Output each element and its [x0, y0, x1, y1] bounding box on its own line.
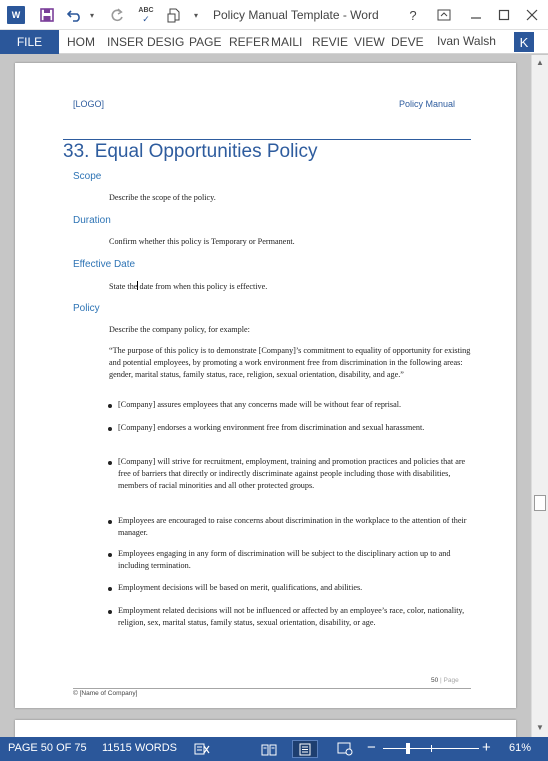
heading-scope: Scope	[73, 171, 102, 182]
tab-design[interactable]: DESIG	[147, 35, 185, 49]
word-count[interactable]: 11515 WORDS	[102, 742, 177, 754]
tab-references[interactable]: REFER	[229, 35, 270, 49]
scrollbar-thumb[interactable]	[534, 495, 546, 511]
scroll-up-icon[interactable]: ▲	[536, 58, 544, 67]
scope-text: Describe the scope of the policy.	[109, 193, 216, 202]
tab-developer[interactable]: DEVE	[391, 35, 424, 49]
list-item: [Company] endorses a working environment free from discrimination and sexual harassment.	[118, 423, 425, 432]
effective-date-text	[109, 281, 267, 291]
web-layout-icon[interactable]	[336, 740, 354, 758]
policy-quote: “The purpose of this policy is to demonstrate [Company]’s commitment to equality of opportunity for existing and potential employees, by promoting a work environment free from discrimination in the following areas: gender, marital status, family status, race, religion, sexual orientation, disability, and age.”	[109, 346, 471, 379]
bullet-marker	[108, 610, 112, 614]
list-item: Employees are encouraged to raise concerns about discrimination in the workplace to the attention of their manager.	[118, 516, 467, 537]
word-app-icon[interactable]: W	[7, 6, 25, 24]
new-document-icon[interactable]	[165, 6, 183, 24]
zoom-level[interactable]: 61%	[509, 742, 532, 754]
page-indicator[interactable]: PAGE 50 OF 75	[8, 742, 87, 754]
header-title: Policy Manual	[399, 99, 456, 109]
bullet-marker	[108, 404, 112, 408]
bullet-marker	[108, 520, 112, 524]
effective-date-text-start: State the	[109, 282, 138, 291]
duration-text: Confirm whether this policy is Temporary or Permanent.	[109, 237, 295, 246]
window-title: Policy Manual Template - Word	[213, 8, 379, 22]
bullet-marker	[108, 553, 112, 557]
restore-icon[interactable]	[491, 4, 517, 26]
tab-page-layout[interactable]: PAGE	[189, 35, 222, 49]
footer-page-digit: 50	[431, 677, 439, 684]
footer-page-number	[431, 677, 459, 684]
effective-date-text-end: date from when this policy is effective.	[137, 282, 268, 291]
help-button[interactable]: ?	[409, 7, 417, 23]
policy-intro-text: Describe the company policy, for example:	[109, 325, 250, 334]
title-rule	[63, 139, 471, 140]
list-item: Employment related decisions will not be influenced or affected by an employee’s race, color, nationality, religion, sex, marital status, family status, sexual orientation, disability, or age.	[118, 606, 465, 627]
undo-icon[interactable]	[66, 6, 84, 24]
heading-policy: Policy	[73, 303, 100, 314]
vertical-scrollbar[interactable]	[531, 55, 548, 737]
footer-company: © [Name of Company]	[73, 690, 138, 697]
list-item: Employees engaging in any form of discrimination will be subject to the disciplinary action up to and including termination.	[118, 549, 451, 570]
ribbon-display-icon[interactable]	[431, 4, 457, 26]
list-item: Employment decisions will be based on merit, qualifications, and abilities.	[118, 583, 363, 592]
user-name[interactable]: Ivan Walsh	[437, 34, 496, 48]
list-item: [Company] assures employees that any concerns made will be without fear of reprisal.	[118, 400, 402, 409]
tab-review[interactable]: REVIE	[312, 35, 349, 49]
bullet-marker	[108, 427, 112, 431]
footer-page-separator: |	[438, 677, 444, 684]
next-document-page[interactable]	[15, 720, 516, 737]
zoom-slider-thumb[interactable]	[406, 743, 410, 754]
spelling-label: ABC	[138, 6, 154, 14]
title-bar	[0, 0, 548, 30]
avatar[interactable]: K	[514, 32, 534, 52]
document-page[interactable]	[15, 63, 516, 708]
tab-file[interactable]: FILE	[0, 30, 59, 54]
tab-insert[interactable]: INSER	[107, 35, 144, 49]
zoom-slider-center-mark	[431, 745, 432, 752]
bullet-marker	[108, 461, 112, 465]
tab-home[interactable]: HOM	[67, 35, 95, 49]
page-title: 33. Equal Opportunities Policy	[63, 141, 318, 162]
minimize-icon[interactable]	[463, 4, 489, 26]
heading-duration: Duration	[73, 215, 111, 226]
tab-mailings[interactable]: MAILI	[271, 35, 303, 49]
tab-view[interactable]: VIEW	[354, 35, 385, 49]
zoom-in-button[interactable]: +	[482, 739, 491, 756]
ribbon-tab-bar	[0, 30, 548, 54]
footer-rule	[73, 688, 471, 689]
proofing-icon[interactable]	[193, 740, 211, 758]
redo-icon[interactable]	[108, 6, 126, 24]
header-logo-placeholder: [LOGO]	[73, 99, 105, 109]
footer-page-word: Page	[443, 677, 459, 684]
scroll-down-icon[interactable]: ▼	[536, 723, 544, 732]
zoom-out-button[interactable]: −	[367, 739, 376, 756]
print-layout-icon[interactable]	[292, 740, 318, 758]
status-bar	[0, 737, 548, 761]
heading-effective-date: Effective Date	[73, 259, 136, 270]
undo-dropdown-icon[interactable]: ▾	[89, 10, 94, 20]
spelling-icon[interactable]: ABC ✓	[138, 6, 154, 24]
save-icon[interactable]	[38, 6, 56, 24]
list-item: [Company] will strive for recruitment, employment, training and promotion practices and policies that are free of barriers that directly or indirectly discriminate against people including those with disabilities, members of racial minorities and all other protected groups.	[118, 457, 466, 490]
customize-qat-icon[interactable]: ▾	[193, 10, 198, 20]
bullet-marker	[108, 587, 112, 591]
read-mode-icon[interactable]	[260, 740, 278, 758]
close-icon[interactable]	[519, 4, 545, 26]
document-canvas[interactable]	[0, 55, 531, 737]
